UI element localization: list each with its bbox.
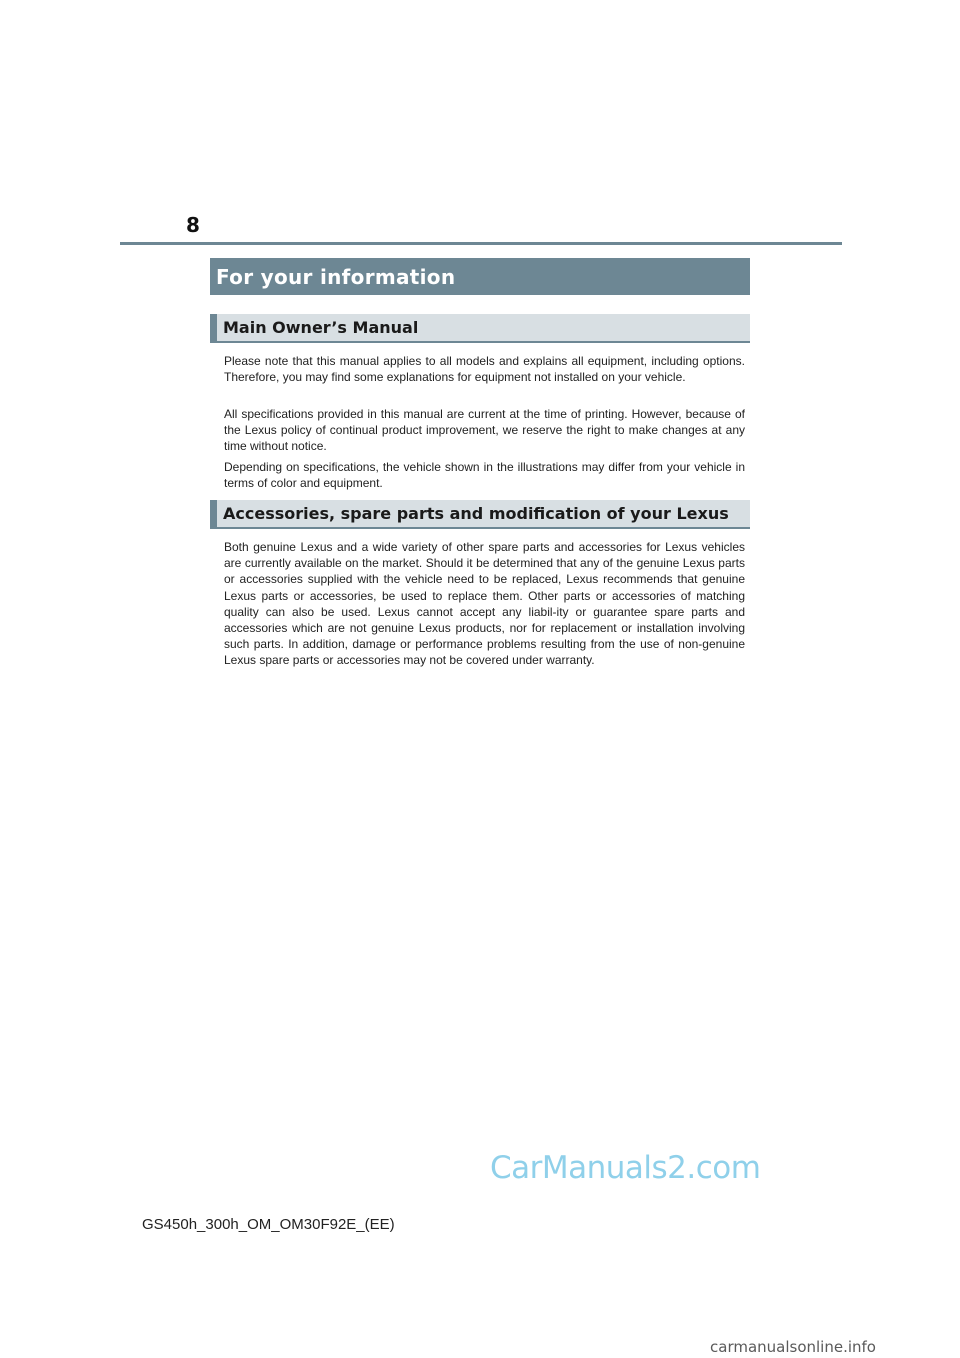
site-watermark: carmanualsonline.info	[710, 1338, 876, 1356]
watermark-logo: CarManuals2.com	[490, 1150, 761, 1186]
page-number: 8	[186, 213, 200, 237]
section-title: For your information	[216, 264, 456, 289]
paragraph: Depending on specifications, the vehicle shown in the illustrations may differ from your vehicle in terms of color and equipment.	[224, 460, 745, 491]
subsection-heading-accessories	[210, 500, 750, 529]
paragraph: Please note that this manual applies to all models and explains all equipment, including options. Therefore, you may find some explanations for equipment not installed on your vehicle.	[224, 354, 745, 385]
footer-document-code: GS450h_300h_OM_OM30F92E_(EE)	[142, 1216, 395, 1233]
header-rule	[120, 242, 842, 245]
subsection-heading-label: Main Owner’s Manual	[223, 318, 419, 337]
paragraph: Both genuine Lexus and a wide variety of other spare parts and accessories for Lexus vehicles are currently available on the market. Should it be determined that any of the genuine Lexus parts or accessories supplied with the vehicle need to be replaced, Lexus recommends that genuine Lexus parts or accessories, be used to replace them. Other parts or accessories of matching quality can also be used. Lexus cannot accept any liabil-ity or guarantee spare parts and accessories which are not genuine Lexus products, nor for replacement or installation involving such parts. In addition, damage or performance problems resulting from the use of non-genuine Lexus spare parts or accessories may not be covered under warranty.	[224, 540, 745, 668]
section-title-banner	[210, 258, 750, 295]
paragraph: All specifications provided in this manual are current at the time of printing. However, because of the Lexus policy of continual product improvement, we reserve the right to make changes at any time without notice.	[224, 407, 745, 454]
subsection-heading-main-manual	[210, 314, 750, 343]
subsection-heading-label: Accessories, spare parts and modification of your Lexus	[223, 504, 729, 523]
